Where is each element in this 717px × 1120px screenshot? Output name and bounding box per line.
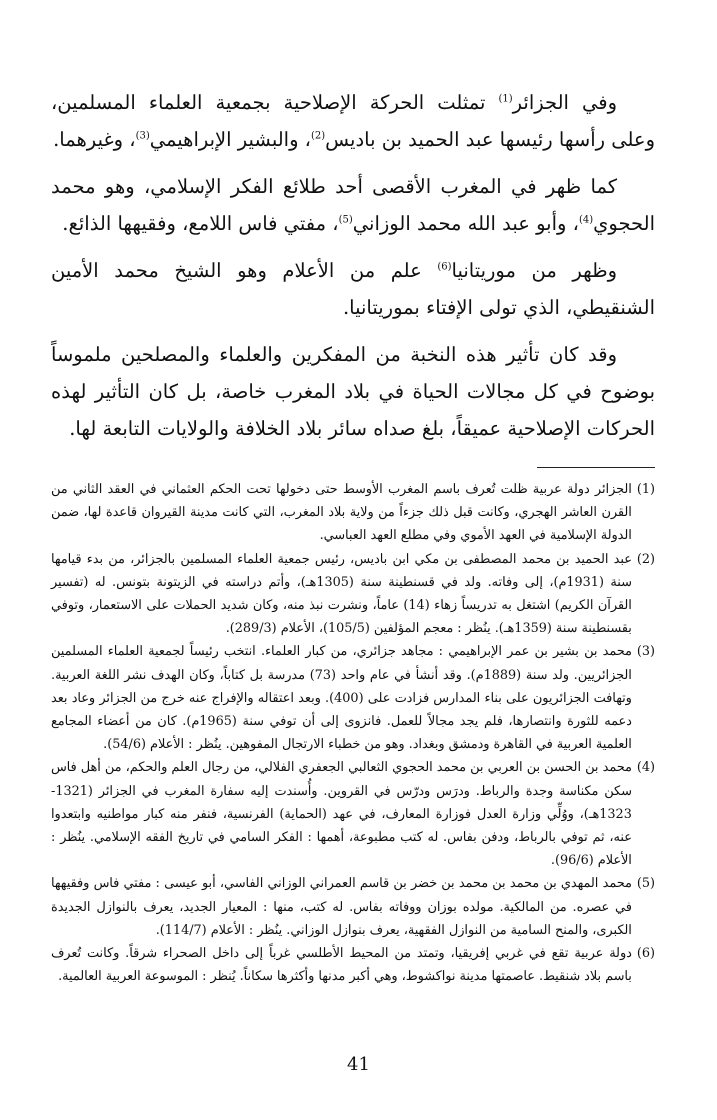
text-run: علم من الأعلام وهو الشيخ محمد الأمين الشنقيطي، الذي تولى الإفتاء بموريتانيا. (51, 259, 655, 319)
footnote (51, 640, 655, 756)
footnote (51, 478, 655, 548)
text-run: وفي الجزائر (512, 91, 618, 114)
footnote-ref: (3) (135, 130, 150, 142)
footnote (51, 756, 655, 872)
text-run: وقد كان تأثير هذه النخبة من المفكرين والعلماء والمصلحين ملموساً بوضوح في كل مجالات الحياة في بلاد المغرب خاصة، بل كان التأثير لهذه الحركات الإصلاحية عميقاً، بلغ صداه سائر بلاد الخلافة والولايات التابعة لها. (51, 343, 655, 440)
paragraph (51, 336, 655, 447)
footnote-text: محمد بن بشير بن عمر الإبراهيمي : مجاهد جزائري، من كبار العلماء. انتخب رئيساً لجمعية العلماء المسلمين الجزائريين. ولد سنة (1889م). وقد أنشأ في عام واحد (73) مدرسة بل كتاباً، وكان الهدف نشر اللغة العربية. وتهافت الجزائريون على بناء المدارس فزادت على (400). وبعد اعتقاله والإفراج عنه خرج من الجزائر وعاد بعد دعمه للثورة وانتصارها، فلم يجد مجالاً للعمل. فانزوى إلى أن توفي سنة (1965م). كان من أعضاء المجامع العلمية العربية في القاهرة ودمشق وبغداد. وهو من خطباء الارتجال المفوهين. ينُظر : الأعلام (54/6). (51, 644, 632, 753)
footnote-ref: (4) (578, 214, 594, 226)
footnotes (51, 478, 655, 988)
footnote-ref: (5) (338, 214, 353, 226)
text-run: وظهر من موريتانيا (451, 259, 618, 282)
footnote-ref: (1) (498, 93, 513, 105)
footnote-number: (2) (636, 551, 655, 567)
footnote (51, 872, 655, 942)
paragraph (51, 168, 655, 242)
text-run: تمثلت الحركة الإصلاحية بجمعية العلماء المسلمين، وعلى رأسها رئيسها عبد الحميد بن باديس (51, 91, 655, 151)
main-text (51, 84, 655, 457)
footnote (51, 942, 655, 988)
footnote-text: محمد المهدي بن محمد بن محمد بن خضر بن قاسم العمراني الوزاني الفاسي، أبو عيسى : مفتي فاس وفقيهها في عصره. من المالكية. مولده بوزان ووفاته بفاس. له كتب، منها : المعيار الجديد، يعرف بالنوازل الجديدة الكبرى، والمنح السامية من النوازل الفقهية، يعرف بنوازل الوزاني. ينُظر : الأعلام (114/7). (51, 876, 632, 938)
footnote-number: (3) (636, 644, 655, 660)
footnote-ref: (2) (310, 130, 326, 142)
footnote-text: عبد الحميد بن محمد المصطفى بن مكي ابن باديس، رئيس جمعية العلماء المسلمين بالجزائر، من بدء قيامها سنة (1931م)، إلى وفاته. ولد في قسنطينة سنة (1305هـ)، وأتم دراسته في الزيتونة بتونس. له (تفسير القرآن الكريم) اشتغل به تدريساً زهاء (14) عاماً، ونشرت نبذ منه، وكان شديد الحملات على الاستعمار، وتوفي بقسنطينة سنة (1359هـ). ينُظر : معجم المؤلفين (105/5)، الأعلام (289/3). (51, 551, 632, 637)
footnote-separator (537, 467, 655, 468)
paragraph (51, 84, 655, 158)
text-run: كما ظهر في المغرب الأقصى أحد طلائع الفكر الإسلامي، وهو محمد الحجوي (51, 175, 655, 235)
footnote-number: (4) (636, 760, 655, 776)
footnote-number: (6) (636, 946, 655, 962)
footnote-ref: (6) (437, 261, 452, 273)
footnote (51, 548, 655, 641)
footnote-text: محمد بن الحسن بن العربي بن محمد الحجوي الثعالبي الجعفري الفلالي، من رجال العلم والحكم، من أهل فاس سكن مكناسة وجدة والرباط. ودرَس ودرّس في القروين. وأُسندت إليه سفارة المغرب في الجزائر (1321-1323هـ)، ووُلِّي وزارة العدل فوزارة المعارف، في عهد (الحماية) الفرنسية، فنفر منه كبار مواطنيه وابتعدوا عنه، ثم توفي بالرباط، ودفن بفاس. له كتب مطبوعة، أهمها : الفكر السامي في تاريخ الفقه الإسلامي. ينُظر : الأعلام (96/6). (51, 760, 632, 869)
text-run: ، وأبو عبد الله محمد الوزاني (352, 212, 579, 235)
page-number: 41 (347, 1054, 370, 1075)
footnote-text: دولة عربية تقع في غربي إفريقيا، وتمتد من المحيط الأطلسي غرباً إلى داخل الصحراء شرقاً. وكانت تُعرف باسم بلاد شنقيط. عاصمتها مدينة نواكشوط، وهي أكبر مدنها وأكثرها سكاناً. يُنظر : الموسوعة العربية العالمية. (51, 946, 632, 985)
footnote-text: الجزائر دولة عربية ظلت تُعرف باسم المغرب الأوسط حتى دخولها تحت الحكم العثماني في العقد الثاني من القرن العاشر الهجري، وكانت قبل ذلك جزءاً من ولاية بلاد المغرب، التي كانت مدينة القيروان قاعدة لها، ضمن الدولة الإسلامية في العهد الأموي وفي مطلع العهد العباسي. (51, 482, 632, 544)
text-run: ، وغيرهما. (53, 128, 136, 151)
footnote-number: (1) (636, 482, 655, 497)
paragraph (51, 252, 655, 326)
text-run: ، مفتي فاس اللامع، وفقيهها الذائع. (62, 212, 339, 235)
footnote-number: (5) (636, 876, 655, 892)
text-run: ، والبشير الإبراهيمي (149, 128, 311, 151)
